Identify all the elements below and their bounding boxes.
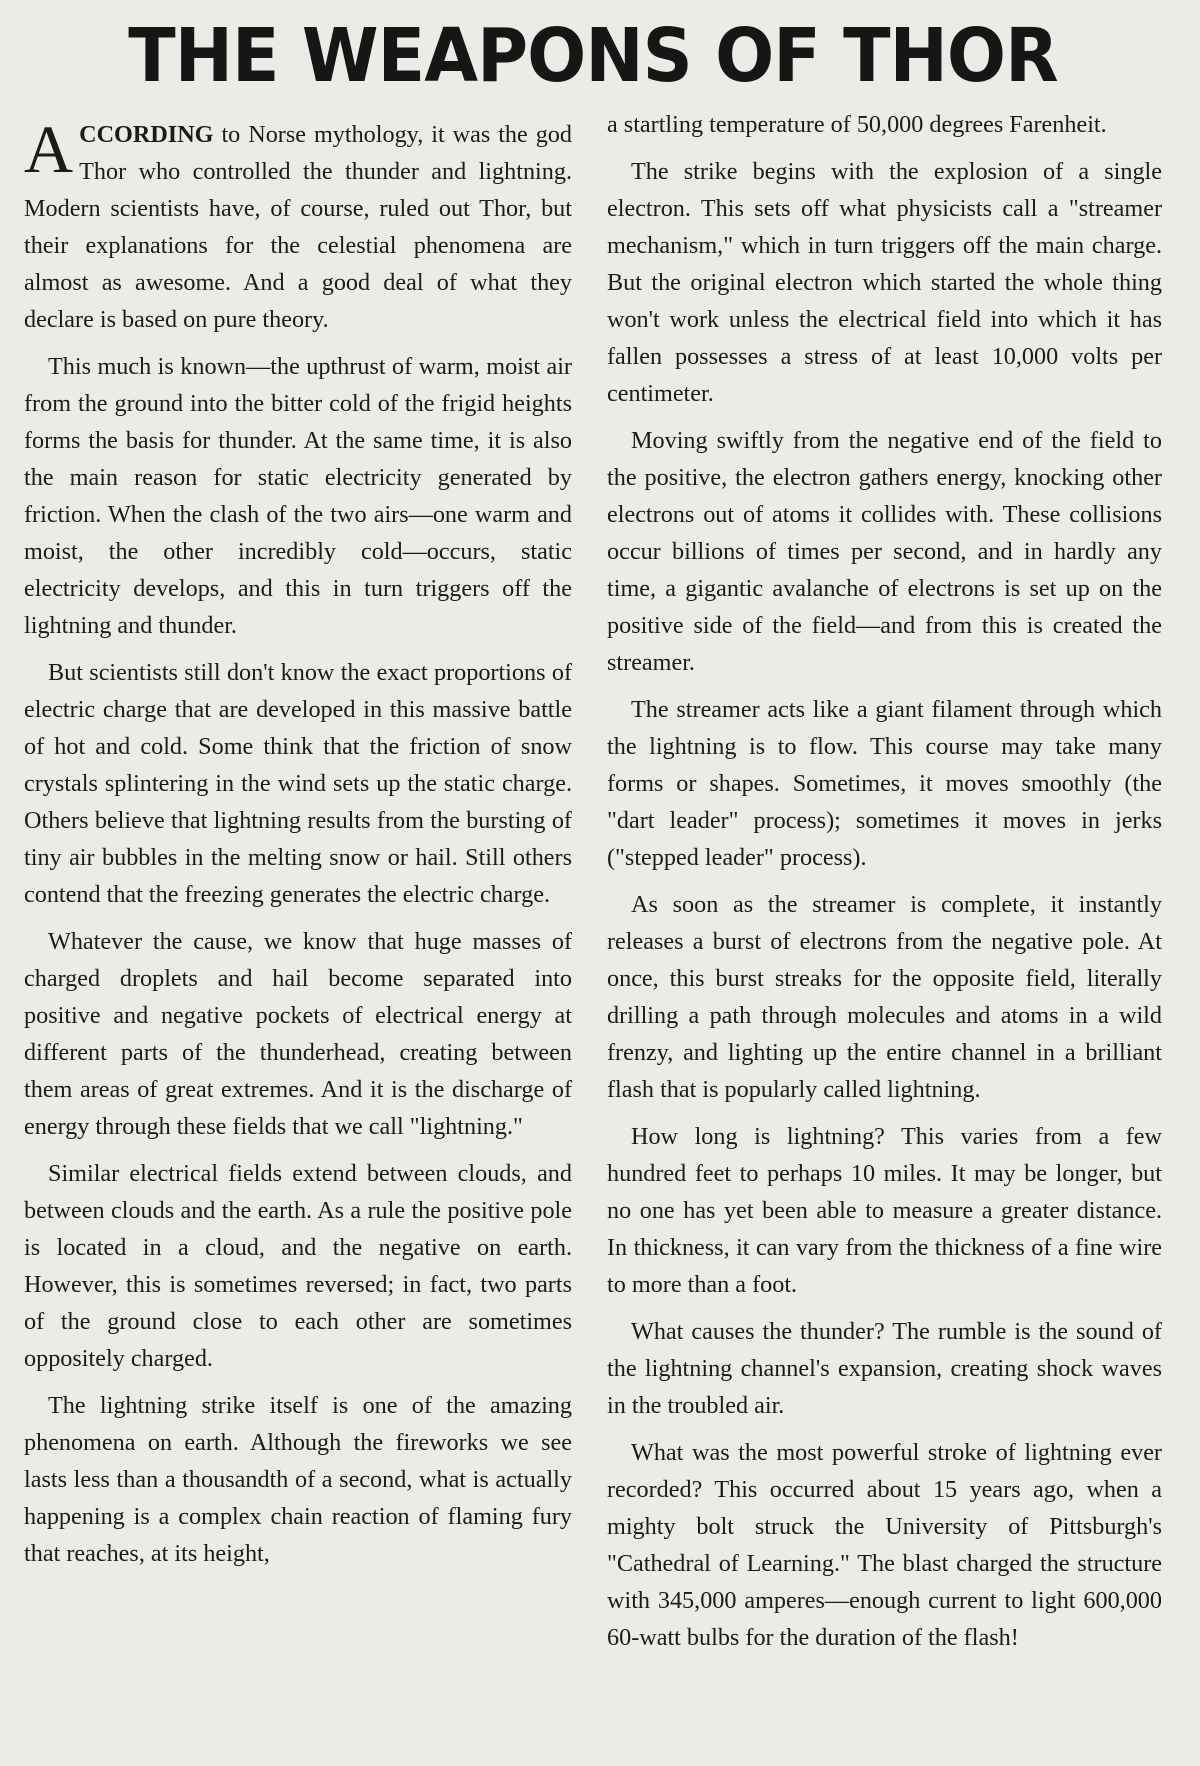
- drop-cap: A: [24, 111, 74, 187]
- paragraph-2: This much is known—the upthrust of warm, moist air from the ground into the bitter cold of the frigid heights forms the basis for thunder. At the same time, it is also the main reason for static electricity generated by friction. When the clash of the two airs—one warm and moist, the other incredibly cold—occurs, static electricity develops, and this in turn triggers off the lightning and thunder.: [24, 353, 572, 639]
- left-column: [24, 111, 572, 1666]
- lead-in-caps: CCORDING: [79, 121, 214, 148]
- paragraph-5: Similar electrical fields extend between clouds, and between clouds and the earth. As a rule the positive pole is located in a cloud, and the negative on earth. However, this is sometimes reversed; in fact, two parts of the ground close to each other are sometimes oppositely charged.: [24, 1160, 572, 1372]
- paragraph-1-text: to Norse mythology, it was the god Thor who controlled the thunder and lightning. Modern scientists have, of course, ruled out Thor, but their explanations for the celestial phenomena are almost as awesome. And a good deal of what they declare is based on pure theory.: [24, 121, 572, 333]
- paragraph-4: Whatever the cause, we know that huge masses of charged droplets and hail become separated into positive and negative pockets of electrical energy at different parts of the thunderhead, creating between them areas of great extremes. And it is the discharge of energy through these fields that we call "lightning.": [24, 928, 572, 1140]
- paragraph-12: How long is lightning? This varies from a few hundred feet to perhaps 10 miles. It may be longer, but no one has yet been able to measure a greater distance. In thickness, it can vary from the thickness of a fine wire to more than a foot.: [607, 1123, 1162, 1298]
- right-column: [607, 106, 1162, 1666]
- paragraph-8: The strike begins with the explosion of a single electron. This sets off what physicists call a "streamer mechanism," which in turn triggers off the main charge. But the original electron which started the whole thing won't work unless the electrical field into which it has fallen possesses a stress of at least 10,000 volts per centimeter.: [607, 158, 1162, 407]
- article-columns: [24, 111, 1162, 1666]
- paragraph-14: What was the most powerful stroke of lightning ever recorded? This occurred about 15 years ago, when a mighty bolt struck the University of Pittsburgh's "Cathedral of Learning." The blast charged the structure with 345,000 amperes—enough current to light 600,000 60-watt bulbs for the duration of the flash!: [607, 1439, 1162, 1651]
- paragraph-11: As soon as the streamer is complete, it instantly releases a burst of electrons from the negative pole. At once, this burst streaks for the opposite field, literally drilling a path through molecules and atoms in a wild frenzy, and lighting up the entire channel in a brilliant flash that is popularly called lightning.: [607, 891, 1162, 1103]
- paragraph-3: But scientists still don't know the exact proportions of electric charge that are developed in this massive battle of hot and cold. Some think that the friction of snow crystals splintering in the wind sets up the static charge. Others believe that lightning results from the bursting of tiny air bubbles in the melting snow or hail. Still others contend that the freezing generates the electric charge.: [24, 659, 572, 908]
- paragraph-13: What causes the thunder? The rumble is the sound of the lightning channel's expansion, creating shock waves in the troubled air.: [607, 1318, 1162, 1419]
- paragraph-10: The streamer acts like a giant filament through which the lightning is to flow. This course may take many forms or shapes. Sometimes, it moves smoothly (the "dart leader" process); sometimes it moves in jerks ("stepped leader" process).: [607, 696, 1162, 871]
- paragraph-7: a startling temperature of 50,000 degrees Farenheit.: [607, 111, 1107, 138]
- article-title: THE WEAPONS OF THOR: [128, 13, 1058, 99]
- paragraph-1: [24, 111, 572, 338]
- paragraph-6: The lightning strike itself is one of the amazing phenomena on earth. Although the fireworks we see lasts less than a thousandth of a second, what is actually happening is a complex chain reaction of flaming fury that reaches, at its height,: [24, 1392, 572, 1567]
- paragraph-9: Moving swiftly from the negative end of the field to the positive, the electron gathers energy, knocking other electrons out of atoms it collides with. These collisions occur billions of times per second, and in hardly any time, a gigantic avalanche of electrons is set up on the positive side of the field—and from this is created the streamer.: [607, 427, 1162, 676]
